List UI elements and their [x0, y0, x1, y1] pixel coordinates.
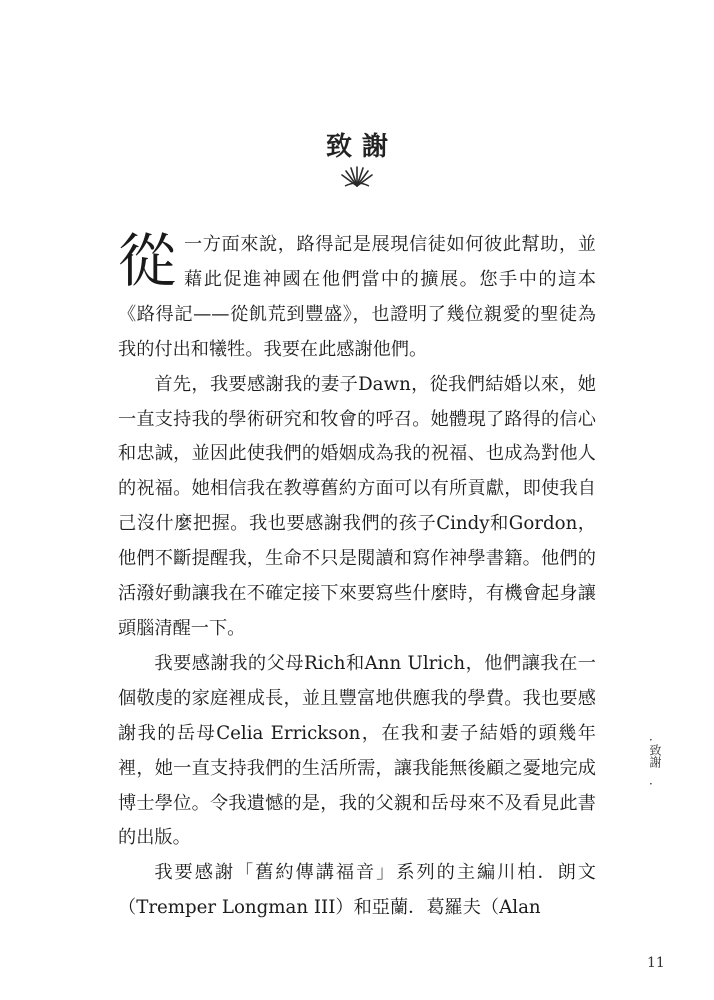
paragraph: 首先，我要感謝我的妻子Dawn，從我們結婚以來，她一直支持我的學術研究和牧會的呼召。她體現了路得的信心和忠誠，並因此使我們的婚姻成為我的祝福、也成為對他人的祝福。她相信我在教導舊約方面可以有所貢獻，即使我自己沒什麼把握。我也要感謝我們的孩子Cindy和Gordon，他們不斷提醒我，生命不只是閱讀和寫作神學書籍。他們的活潑好動讓我在不確定接下來要寫些什麼時，有機會起身讓頭腦清醒一下。: [118, 373, 596, 639]
chapter-title: 致謝: [325, 132, 398, 162]
fan-ornament-icon: [339, 166, 375, 188]
drop-cap: 從: [118, 227, 177, 295]
running-header-vertical: [645, 728, 665, 788]
side-label-text: 致謝: [648, 744, 662, 768]
paragraph-text: 一方面來說，路得記是展現信徒如何彼此幫助，並藉此促進神國在他們當中的擴展。您手中的這本《路得記——從飢荒到豐盛》，也證明了幾位親愛的聖徒為我的付出和犧牲。我要在此感謝他們。: [118, 234, 596, 360]
paragraph: [118, 228, 596, 368]
page-number: 11: [647, 955, 665, 971]
side-dot: ．: [648, 773, 661, 787]
paragraph: 我要感謝「舊約傳講福音」系列的主編川柏．朗文（Tremper Longman III）和亞蘭．葛羅夫（Alan: [118, 862, 596, 919]
body-text: [118, 228, 596, 926]
side-dot: ．: [648, 729, 661, 743]
paragraph: 我要感謝我的父母Rich和Ann Ulrich，他們讓我在一個敬虔的家庭裡成長，並且豐富地供應我的學費。我也要感謝我的岳母Celia Errickson，在我和妻子結婚的頭幾年裡，她一直支持我們的生活所需，讓我能無後顧之憂地完成博士學位。令我遺憾的是，我的父親和岳母來不及看見此書的出版。: [118, 652, 596, 849]
